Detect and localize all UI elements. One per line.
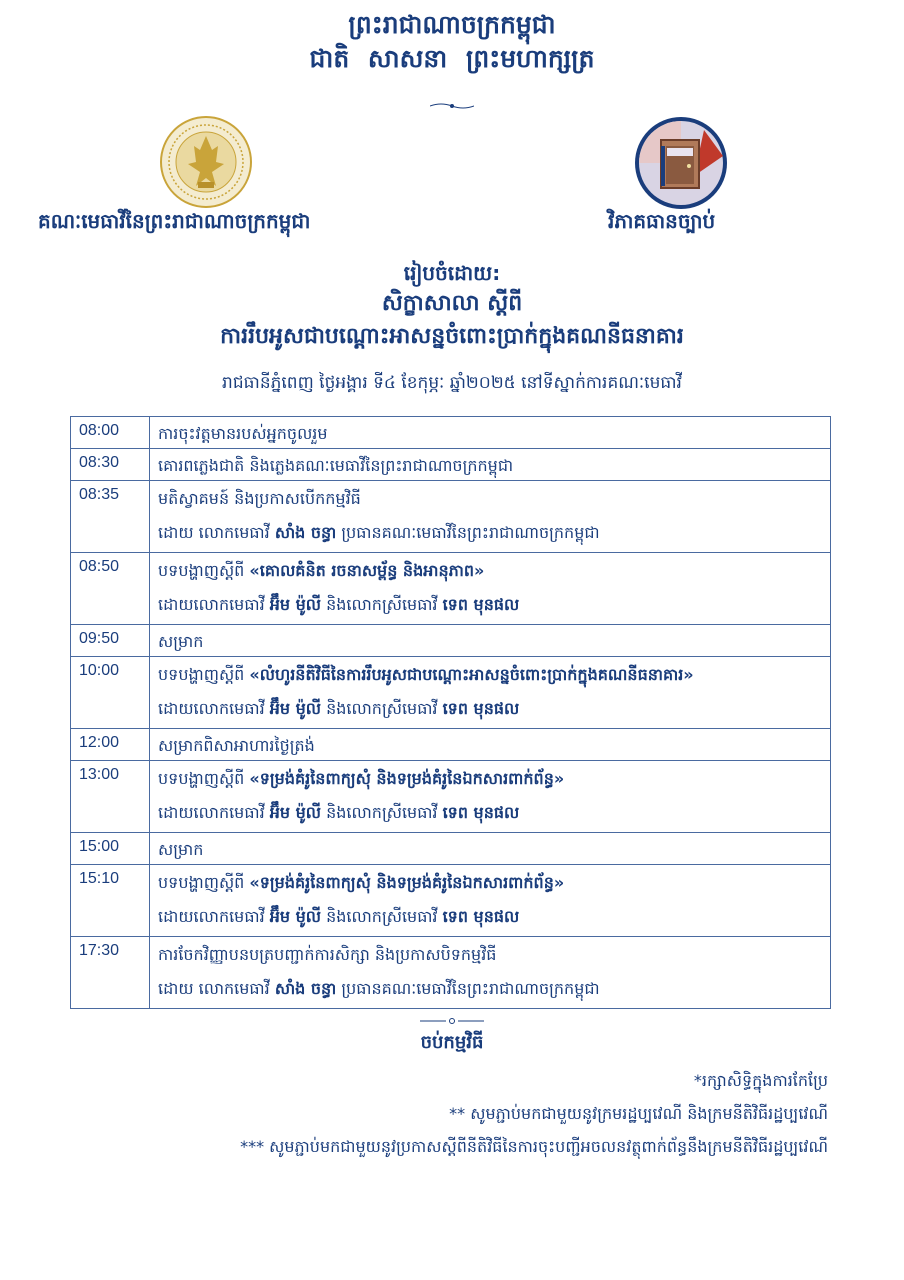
workshop-label: សិក្ខាសាលា ស្តីពី	[381, 291, 523, 316]
agenda-time: 08:00	[71, 417, 150, 449]
agenda-activity: ការចុះវត្តមានរបស់អ្នកចូលរួម	[158, 424, 328, 443]
speaker-prefix: ដោយលោកមេធាវី	[158, 699, 270, 718]
presentation-prefix: បទបង្ហាញស្តីពី	[158, 873, 250, 892]
presentation-topic: «ទម្រង់គំរូនៃពាក្យសុំ និងទម្រង់គំរូនៃឯកសារពាក់ព័ន្ធ»	[249, 769, 565, 788]
agenda-activity	[158, 660, 822, 694]
agenda-time: 09:50	[71, 625, 150, 657]
table-row	[71, 761, 831, 833]
speaker-name: សាំង ចន្ធា	[274, 979, 337, 998]
kingdom-motto: ជាតិ សាសនា ព្រះមហាក្សត្រ	[309, 44, 595, 73]
bar-association-seal-logo	[160, 116, 252, 208]
org-left-name: គណៈមេធាវីនៃព្រះរាជាណាចក្រកម្ពុជា	[38, 209, 311, 233]
org-right-name: វិភាគធានច្បាប់	[608, 209, 716, 233]
table-row	[71, 865, 831, 937]
agenda-time: 08:50	[71, 553, 150, 625]
footnote: ** សូមភ្ជាប់មកជាមួយនូវក្រមរដ្ឋប្បវេណី និងក្រមនីតិវិធីរដ្ឋប្បវេណី	[449, 1104, 828, 1123]
table-row	[71, 481, 831, 553]
agenda-speaker-line	[158, 590, 822, 624]
organizer-label: រៀបចំដោយ:	[403, 261, 501, 285]
agenda-speaker-line	[158, 518, 822, 552]
table-row	[71, 657, 831, 729]
speaker-name: សាំង ចន្ធា	[274, 523, 337, 542]
header-ornament	[0, 96, 904, 115]
speaker-prefix: ដោយលោកមេធាវី	[158, 907, 270, 926]
agenda-speaker-line	[158, 694, 822, 728]
legal-analysis-logo	[634, 116, 728, 210]
agenda-activity	[158, 868, 822, 902]
speaker-name: អ៊ឹម ម៉ូលី	[269, 907, 322, 926]
speaker-name-2: ទេព មុនផល	[442, 803, 520, 822]
agenda-time: 17:30	[71, 937, 150, 1009]
table-row	[71, 937, 831, 1009]
table-row	[71, 449, 831, 481]
agenda-activity: សម្រាក	[158, 840, 204, 859]
footnote: *រក្សាសិទ្ធិក្នុងការកែប្រែ	[693, 1071, 828, 1090]
agenda-table	[70, 416, 831, 1009]
ornament-divider-icon	[430, 101, 474, 111]
agenda-time: 13:00	[71, 761, 150, 833]
speaker-conjunction: និងលោកស្រីមេធាវី	[321, 907, 443, 926]
presentation-topic: «លំហូរនីតិវិធីនៃការរឹបអូសជាបណ្តោះអាសន្នចំពោះប្រាក់ក្នុងគណនីធនាគារ»	[249, 665, 694, 684]
document-titles	[0, 258, 904, 354]
agenda-activity: មតិស្វាគមន៍ និងប្រកាសបើកកម្មវិធី	[158, 489, 361, 508]
speaker-role: ប្រធានគណៈមេធាវីនៃព្រះរាជាណាចក្រកម្ពុជា	[336, 979, 600, 998]
footer-ornament	[0, 1010, 904, 1029]
speaker-name-2: ទេព មុនផល	[442, 595, 520, 614]
speaker-conjunction: និងលោកស្រីមេធាវី	[321, 595, 443, 614]
table-row	[71, 417, 831, 449]
speaker-name: អ៊ឹម ម៉ូលី	[269, 803, 322, 822]
agenda-activity: សម្រាក	[158, 632, 204, 651]
speaker-name-2: ទេព មុនផល	[442, 907, 520, 926]
table-row	[71, 553, 831, 625]
end-of-program: ចប់កម្មវិធី	[420, 1032, 484, 1053]
agenda-time: 10:00	[71, 657, 150, 729]
venue-date-line: រាជធានីភ្នំពេញ ថ្ងៃអង្គារ ទី៤ ខែកុម្ភៈ ឆ្នាំ២០២៥ នៅទីស្នាក់ការគណៈមេធាវី	[222, 373, 682, 393]
table-row	[71, 729, 831, 761]
presentation-prefix: បទបង្ហាញស្តីពី	[158, 665, 250, 684]
speaker-prefix: ដោយ លោកមេធាវី	[158, 523, 275, 542]
speaker-prefix: ដោយ លោកមេធាវី	[158, 979, 275, 998]
table-row	[71, 833, 831, 865]
agenda-activity	[158, 764, 822, 798]
speaker-prefix: ដោយលោកមេធាវី	[158, 595, 270, 614]
agenda-time: 08:30	[71, 449, 150, 481]
agenda-activity: សម្រាកពិសាអាហារថ្ងៃត្រង់	[158, 736, 315, 755]
agenda-time: 08:35	[71, 481, 150, 553]
agenda-activity: ការចែកវិញ្ញាបនបត្របញ្ជាក់ការសិក្សា និងប្រកាសបិទកម្មវិធី	[158, 945, 497, 964]
agenda-speaker-line	[158, 798, 822, 832]
kingdom-title: ព្រះរាជាណាចក្រកម្ពុជា	[348, 10, 556, 39]
presentation-prefix: បទបង្ហាញស្តីពី	[158, 769, 250, 788]
speaker-conjunction: និងលោកស្រីមេធាវី	[321, 803, 443, 822]
workshop-topic: ការរឹបអូសជាបណ្តោះអាសន្នចំពោះប្រាក់ក្នុងគណនីធនាគារ	[220, 324, 684, 349]
speaker-name: អ៊ឹម ម៉ូលី	[269, 699, 322, 718]
presentation-prefix: បទបង្ហាញស្តីពី	[158, 561, 250, 580]
agenda-time: 15:10	[71, 865, 150, 937]
agenda-time: 12:00	[71, 729, 150, 761]
presentation-topic: «គោលគំនិត រចនាសម្ព័ន្ធ និងអានុភាព»	[249, 561, 485, 580]
agenda-speaker-line	[158, 902, 822, 936]
agenda-activity: គោរពភ្លេងជាតិ និងភ្លេងគណៈមេធាវីនៃព្រះរាជាណាចក្រកម្ពុជា	[158, 456, 514, 475]
speaker-role: ប្រធានគណៈមេធាវីនៃព្រះរាជាណាចក្រកម្ពុជា	[336, 523, 600, 542]
footnote: *** សូមភ្ជាប់មកជាមួយនូវប្រកាសស្តីពីនីតិវិធីនៃការចុះបញ្ជីអចលនវត្ថុពាក់ព័ន្ធនឹងក្រមនីតិវិធីរដ្ឋប្បវេណី	[240, 1137, 828, 1156]
speaker-name: អ៊ឹម ម៉ូលី	[269, 595, 322, 614]
speaker-name-2: ទេព មុនផល	[442, 699, 520, 718]
presentation-topic: «ទម្រង់គំរូនៃពាក្យសុំ និងទម្រង់គំរូនៃឯកសារពាក់ព័ន្ធ»	[249, 873, 565, 892]
agenda-time: 15:00	[71, 833, 150, 865]
agenda-speaker-line	[158, 974, 822, 1008]
ornament-divider-icon	[420, 1017, 484, 1025]
table-row	[71, 625, 831, 657]
footnotes	[240, 1064, 828, 1163]
agenda-activity	[158, 556, 822, 590]
kingdom-header	[0, 8, 904, 76]
speaker-prefix: ដោយលោកមេធាវី	[158, 803, 270, 822]
speaker-conjunction: និងលោកស្រីមេធាវី	[321, 699, 443, 718]
